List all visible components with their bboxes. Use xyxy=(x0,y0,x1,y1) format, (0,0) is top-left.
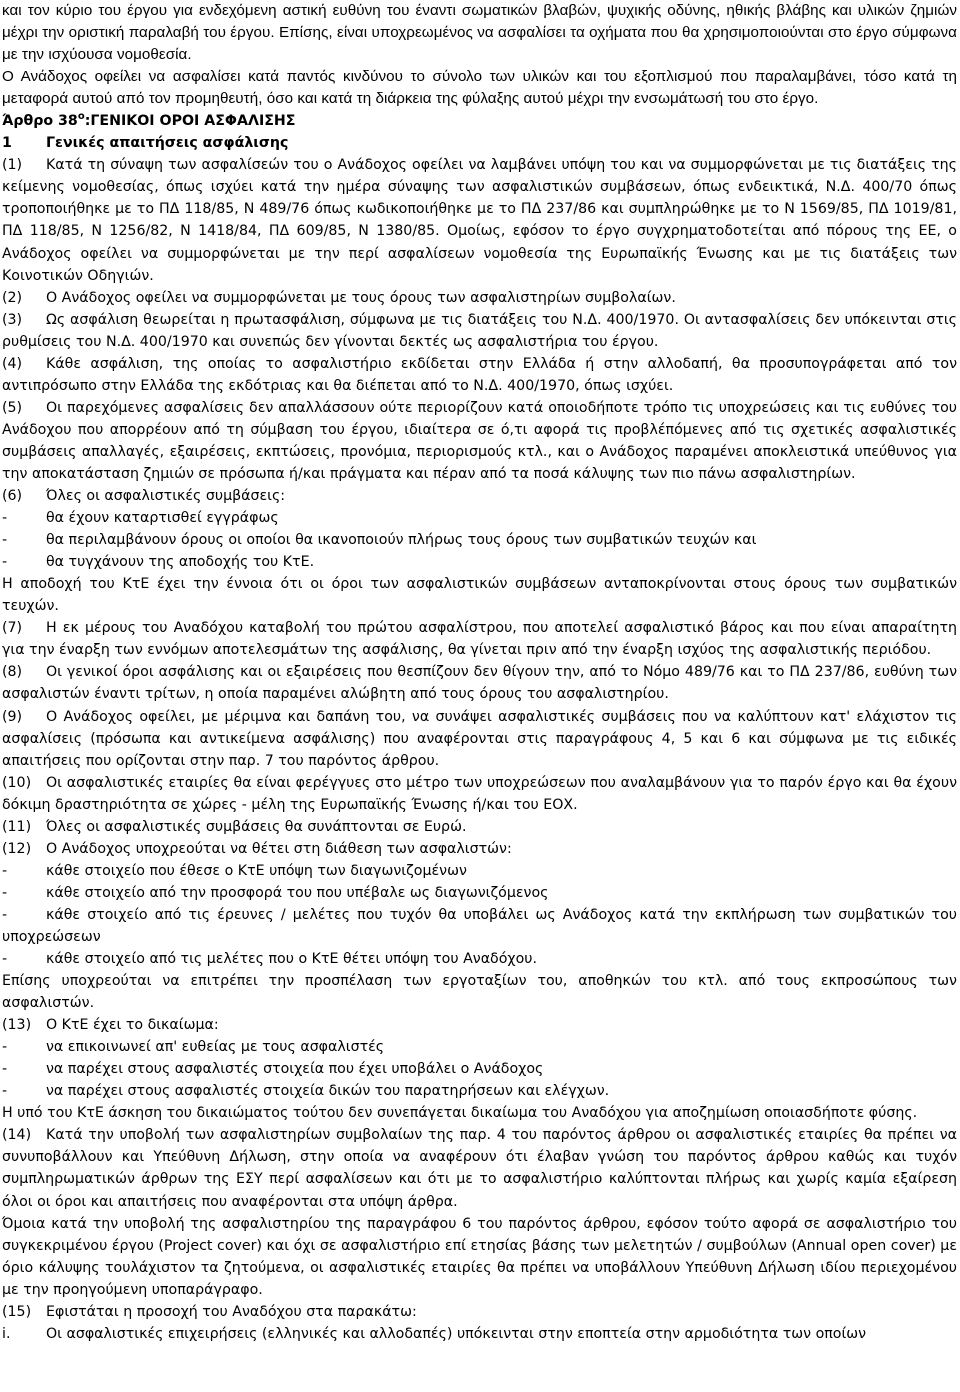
article-heading: Άρθρο $38^o:\Gamma ENIKOI$ ΟΡΟΙ ΑΣΦΑΛΙΣΗΣ xyxy=(2,110,296,130)
clause-13: (13) Ο ΚτΕ έχει το δικαίωμα: xyxy=(2,1017,219,1034)
clause-14: (14) Κατά την υποβολή των ασφαλιστηρίων συμβολαίων της παρ. 4 του παρόντος άρθρου οι ασφαλιστικές εταιρίες θα πρέπει να συνυποβάλλουν και Υπεύθυνη Δήλωση, στην οποία να αναφέρουν ότι έλαβαν γνώση του παρόντος άρθρου καθώς και τυχόν συμπληρωματικών άρθρων της ΕΣΥ περί ασφαλίσεων και ότι με το ασφαλιστήριο καλύπτονται πλήρως και χωρίς καμία εξαίρεση όλοι οι όροι και απαιτήσεις που αναφέρονται στα υπόψη άρθρα. xyxy=(2,1127,957,1210)
list-item: - θα περιλαμβάνουν όρους οι οποίοι θα ικανοποιούν πλήρως τους όρους των συμβατικών τευχών και xyxy=(2,532,757,549)
clause-15: (15) Εφιστάται η προσοχή του Αναδόχου στα παρακάτω: xyxy=(2,1303,417,1320)
clause-3: (3) Ως ασφάλιση θεωρείται η πρωτασφάλιση, σύμφωνα με τις διατάξεις του Ν.Δ. 400/1970. Οι αντασφαλίσεις δεν υπόκεινται στις ρυθμίσεις του Ν.Δ. 400/1970 και συνεπώς δεν γίνονται δεκτές ως ασφαλιστήρια του έργου. xyxy=(2,311,957,350)
clause-8: (8) Οι γενικοί όροι ασφάλισης και οι εξαιρέσεις που θεσπίζουν δεν θίγουν την, από το Νόμο 489/76 και το ΠΔ 237/86, ευθύνη των ασφαλιστών έναντι τρίτων, η οποία παραμένει αλώβητη από τους όρους του ασφαλιστηρίου. xyxy=(2,664,957,703)
list-item: - κάθε στοιχείο από την προσφορά του που υπέβαλε ως διαγωνιζόμενος xyxy=(2,884,549,901)
clause-7: (7) Η εκ μέρους του Αναδόχου καταβολή του πρώτου ασφαλίστρου, που αποτελεί ασφαλιστικό βάρος και που είναι απαραίτητη για την έναρξη των εννόμων αποτελεσμάτων της ασφάλισης, θα γίνεται πριν από την έναρξη ισχύος της ασφαλιστικής περιόδου. xyxy=(2,620,957,659)
clause-5: (5) Οι παρεχόμενες ασφαλίσεις δεν απαλλάσσουν ούτε περιορίζουν κατά οποιοδήποτε τρόπο τις υποχρεώσεις και τις ευθύνες του Ανάδοχου που απορρέουν από τη σύμβαση του έργου, ιδιαίτερα σε ό,τι αφορά τις προβλέπόμενες από τις σχετικές ασφαλιστικές συμβάσεις απαλλαγές, εξαιρέσεις, εκπτώσεις, προνόμια, περιορισμούς κτλ., και ο Ανάδοχος παραμένει αποκλειστικά υπεύθυνος για την αποκατάσταση ζημιών σε πρόσωπα ή/και πράγματα και πέραν από τα ποσά κάλυψης των πιο πάνω ασφαλιστηρίων. xyxy=(2,399,957,482)
list-item: - να παρέχει στους ασφαλιστές στοιχεία που έχει υποβάλει ο Ανάδοχος xyxy=(2,1061,544,1078)
clause-2: (2) Ο Ανάδοχος οφείλει να συμμορφώνεται με τους όρους των ασφαλιστηρίων συμβολαίων. xyxy=(2,289,676,306)
clause-4: (4) Κάθε ασφάλιση, της οποίας το ασφαλιστήριο εκδίδεται στην Ελλάδα ή στην αλλοδαπή, θα προσυπογράφεται από τον αντιπρόσωπο στην Ελλάδα της εκδότριας και θα διέπεται από το Ν.Δ. 400/1970, όπως ισχύει. xyxy=(2,355,957,394)
list-item: - κάθε στοιχείο από τις έρευνες / μελέτες που τυχόν θα υποβάλει ως Ανάδοχος κατά την εκπλήρωση των συμβατικών του υποχρεώσεων xyxy=(2,906,957,945)
clause-11: (11) Όλες οι ασφαλιστικές συμβάσεις θα συνάπτονται σε Ευρώ. xyxy=(2,818,467,835)
clause-10: (10) Οι ασφαλιστικές εταιρίες θα είναι φερέγγυες στο μέτρο των υποχρεώσεων που αναλαμβάνουν για το παρόν έργο και θα έχουν δόκιμη δραστηριότητα σε χώρες - μέλη της Ευρωπαϊκής Ένωσης ή/και του ΕΟΧ. xyxy=(2,774,957,813)
clause-6-note: Η αποδοχή του ΚτΕ έχει την έννοια ότι οι όροι των ασφαλιστικών συμβάσεων ανταποκρίνονται στους όρους των συμβατικών τευχών. xyxy=(2,576,957,615)
clause-13-note: Η υπό του ΚτΕ άσκηση του δικαιώματος τούτου δεν συνεπάγεται δικαίωμα του Αναδόχου για αποζημίωση οποιασδήποτε φύσης. xyxy=(2,1105,918,1122)
list-item: - κάθε στοιχείο από τις μελέτες που ο ΚτΕ θέτει υπόψη του Αναδόχου. xyxy=(2,951,537,968)
clause-12: (12) Ο Ανάδοχος υποχρεούται να θέτει στη διάθεση των ασφαλιστών: xyxy=(2,840,512,857)
clause-9: (9) Ο Ανάδοχος οφείλει, με μέριμνα και δαπάνη του, να συνάψει ασφαλιστικές συμβάσεις που να καλύπτουν κατ' ελάχιστον τις ασφαλίσεις (πρόσωπα και αντικείμενα ασφάλισης) που αναφέρονται στις παραγράφους 4, 5 και 6 και σύμφωνα με τις ειδικές απαιτήσεις που ορίζονται στην παρ. 7 του παρόντος άρθρου. xyxy=(2,708,957,769)
paragraph-intro-1: και τον κύριο του έργου για ενδεχόμενη αστική ευθύνη του έναντι σωματικών βλαβών, ψυχικής οδύνης, ηθικής βλάβης και υλικών ζημιών μέχρι την οριστική παραλαβή του έργου. Επίσης, είναι υποχρεωμένος να ασφαλίσει τα οχήματα που θα χρησιμοποιούνται στο έργο σύμφωνα με την ισχύουσα νομοθεσία. xyxy=(2,2,957,64)
list-item: - θα έχουν καταρτισθεί εγγράφως xyxy=(2,510,279,527)
paragraph-intro-2: Ο Ανάδοχος οφείλει να ασφαλίσει κατά παντός κινδύνου το σύνολο των υλικών και του εξοπλισμού που παραλαμβάνει, τόσο κατά τη μεταφορά αυτού από τον προμηθευτή, όσο και κατά τη διάρκεια της φύλαξης αυτού μέχρι την ενσωμάτωσή του στο έργο. xyxy=(2,68,957,108)
list-item: - να επικοινωνεί απ' ευθείας με τους ασφαλιστές xyxy=(2,1039,385,1056)
list-item: - θα τυγχάνουν της αποδοχής του ΚτΕ. xyxy=(2,554,315,571)
list-item: - κάθε στοιχείο που έθεσε ο ΚτΕ υπόψη των διαγωνιζομένων xyxy=(2,862,467,879)
section-heading: 1 Γενικές απαιτήσεις ασφάλισης xyxy=(2,135,289,152)
clause-12-note: Επίσης υποχρεούται να επιτρέπει την προσπέλαση των εργοταξίων του, αποθηκών του κτλ. από τους εκπροσώπους των ασφαλιστών. xyxy=(2,973,957,1012)
clause-1: (1) Κατά τη σύναψη των ασφαλίσεών του ο Ανάδοχος οφείλει να λαμβάνει υπόψη του και να συμμορφώνεται με τις διατάξεις της κείμενης νομοθεσίας, όπως ισχύει κατά την ημέρα σύναψης των ασφαλιστικών συμβάσεων, όπως ενδεικτικά, Ν.Δ. 400/70 όπως τροποποιήθηκε με το ΠΔ 118/85, Ν 489/76 όπως κωδικοποιήθηκε με το ΠΔ 237/86 και συμπληρώθηκε με το Ν 1569/85, ΠΔ 1019/81, ΠΔ 118/85, Ν 1256/82, Ν 1418/84, ΠΔ 609/85, Ν 1380/85. Ομοίως, εφόσον το έργο συγχρηματοδοτείται από πόρους της ΕΕ, ο Ανάδοχος οφείλει να συμμορφώνεται με την περί ασφαλίσεων νομοθεσία της Ευρωπαϊκής Ένωσης και με τις διατάξεις των Κοινοτικών Οδηγιών. xyxy=(2,157,957,284)
clause-15-item-i: i. Οι ασφαλιστικές επιχειρήσεις (ελληνικές και αλλοδαπές) υπόκεινται στην εποπτεία στην αρμοδιότητα των οποίων xyxy=(2,1325,867,1342)
list-item: - να παρέχει στους ασφαλιστές στοιχεία δικών του παρατηρήσεων και ελέγχων. xyxy=(2,1083,610,1100)
clause-6: (6) Όλες οι ασφαλιστικές συμβάσεις: xyxy=(2,488,286,505)
clause-14-note: Όμοια κατά την υποβολή της ασφαλιστηρίου της παραγράφου 6 του παρόντος άρθρου, εφόσον τούτο αφορά σε ασφαλιστήριο του συγκεκριμένου έργου (Project cover) και όχι σε ασφαλιστήριο επί ετησίας βάσης των μελετητών / συμβούλων (Annual open cover) με όριο κάλυψης τουλάχιστον τα ζητούμενα, οι ασφαλιστικές εταιρίες θα πρέπει να υποβάλλουν Υπεύθυνη Δήλωση ιδίου περιεχομένου με την προηγούμενη υποπαράγραφο. xyxy=(2,1215,957,1298)
